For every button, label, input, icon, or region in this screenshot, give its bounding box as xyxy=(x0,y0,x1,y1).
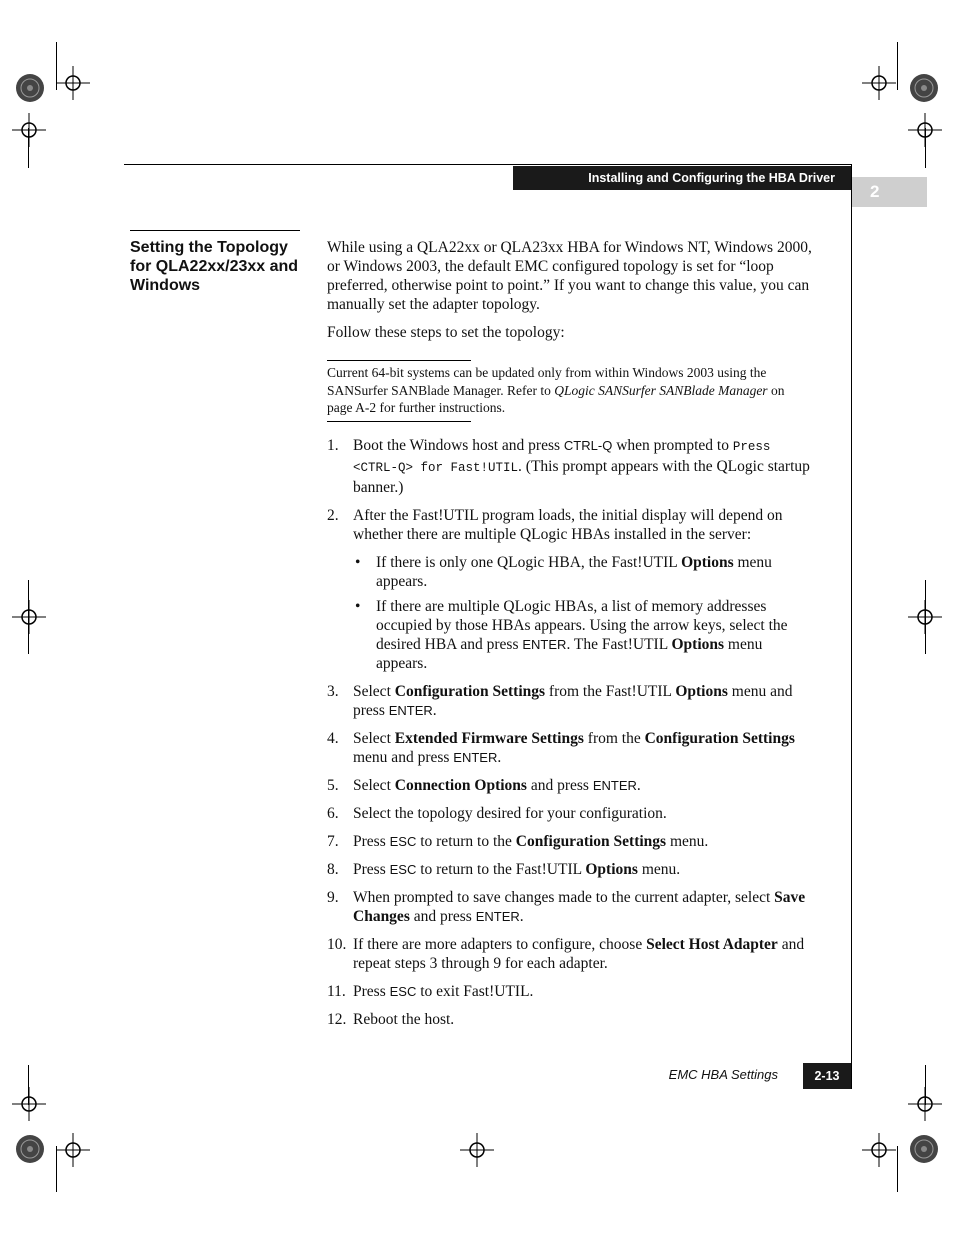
note-block xyxy=(327,360,812,422)
list-item: 4. Select Extended Firmware Settings from the Configuration Settings menu and press ENTER. xyxy=(327,730,795,766)
list-item: 1. Boot the Windows host and press CTRL-Q when prompted to Press <CTRL-Q> for Fast!UTIL. (This prompt appears with the QLogic startup banner.) xyxy=(327,437,810,496)
crosshair-mark-mid-left xyxy=(12,600,46,634)
list-item: 9. When prompted to save changes made to the current adapter, select Save Changes and press ENTER. xyxy=(327,889,806,925)
registration-mark-bottom-right-circle xyxy=(908,1133,940,1165)
heading-rule xyxy=(130,230,300,231)
list-item: 12. Reboot the host. xyxy=(327,1011,455,1028)
registration-mark-top-left-circle xyxy=(14,72,46,104)
crosshair-mark-lower-left xyxy=(12,1087,46,1121)
bullet-list xyxy=(353,553,812,673)
footer-section-name: EMC HBA Settings xyxy=(668,1067,778,1082)
chapter-tab: 2 xyxy=(852,177,927,207)
bullet-item: • If there is only one QLogic HBA, the Fast!UTIL Options menu appears. xyxy=(355,554,772,590)
steps-list xyxy=(327,436,812,1038)
note-reference-title: QLogic SANSurfer SANBlade Manager xyxy=(554,382,768,398)
list-item: 3. Select Configuration Settings from the Fast!UTIL Options menu and press ENTER. xyxy=(327,683,793,719)
list-item: 2. After the Fast!UTIL program loads, the initial display will depend on whether there are multiple QLogic HBAs installed in the server: • If there is only one QLogic HBA, the Fast!UTIL Options menu appears. • If there are multiple QLogic HBAs, a list of memory addresses occupied by those HBAs appears. Using the arrow keys, select the desired HBA and press ENTER. The Fast!UTIL Options menu appears. xyxy=(327,506,812,673)
header-rule xyxy=(124,164,852,165)
list-item: 6. Select the topology desired for your configuration. xyxy=(327,805,667,822)
crosshair-mark-top-right xyxy=(862,66,896,100)
intro-text xyxy=(327,238,812,342)
trim-line xyxy=(925,1065,926,1105)
registration-mark-top-right-circle xyxy=(908,72,940,104)
registration-mark-bottom-left-circle xyxy=(14,1133,46,1165)
intro-paragraph: While using a QLA22xx or QLA23xx HBA for Windows NT, Windows 2000, or Windows 2003, the default EMC configured topology is set for “loop preferred, otherwise point to point.” If you want to change this value, you can manually set the adapter topology. xyxy=(327,239,812,313)
margin-rule xyxy=(851,164,852,1089)
note-text: Current 64-bit systems can be updated only from within Windows 2003 using the SANSurfer SANBlade Manager. Refer to QLogic SANSurfer SANBlade Manager on page A-2 for further instructions. xyxy=(327,365,785,415)
trim-line xyxy=(28,580,29,654)
note-rule-bottom xyxy=(327,421,471,422)
list-item: 7. Press ESC to return to the Configuration Settings menu. xyxy=(327,833,709,850)
crosshair-mark-top-left xyxy=(56,66,90,100)
section-title: Setting the Topology for QLA22xx/23xx and Windows xyxy=(130,239,299,294)
trim-line xyxy=(925,580,926,654)
trim-line xyxy=(897,42,898,90)
trim-line xyxy=(56,42,57,90)
trim-line xyxy=(897,1146,898,1192)
prompt-text: Press <CTRL-Q> for Fast!UTIL xyxy=(353,440,771,475)
note-rule-top xyxy=(327,360,471,361)
key-ctrl-q: CTRL-Q xyxy=(563,438,613,453)
follow-steps-line: Follow these steps to set the topology: xyxy=(327,324,565,341)
trim-line xyxy=(925,128,926,168)
trim-line xyxy=(28,128,29,168)
trim-line xyxy=(28,1065,29,1105)
list-item: 5. Select Connection Options and press ENTER. xyxy=(327,777,641,794)
page-number: 2-13 xyxy=(803,1063,851,1089)
list-item: 10. If there are more adapters to configure, choose Select Host Adapter and repeat steps 3 through 9 for each adapter. xyxy=(327,936,805,972)
crosshair-mark-upper-left xyxy=(12,113,46,147)
crosshair-mark-bottom-right xyxy=(862,1133,896,1167)
trim-line xyxy=(56,1146,57,1192)
running-header: Installing and Configuring the HBA Driver xyxy=(513,166,851,190)
bullet-item: • If there are multiple QLogic HBAs, a list of memory addresses occupied by those HBAs appears. Using the arrow keys, select the desired HBA and press ENTER. The Fast!UTIL Options menu appears. xyxy=(355,598,788,672)
crosshair-mark-bottom-left xyxy=(56,1133,90,1167)
list-item: 8. Press ESC to return to the Fast!UTIL Options menu. xyxy=(327,861,681,878)
list-item: 11. Press ESC to exit Fast!UTIL. xyxy=(327,983,534,1000)
crosshair-mark-bottom-center xyxy=(460,1133,494,1167)
